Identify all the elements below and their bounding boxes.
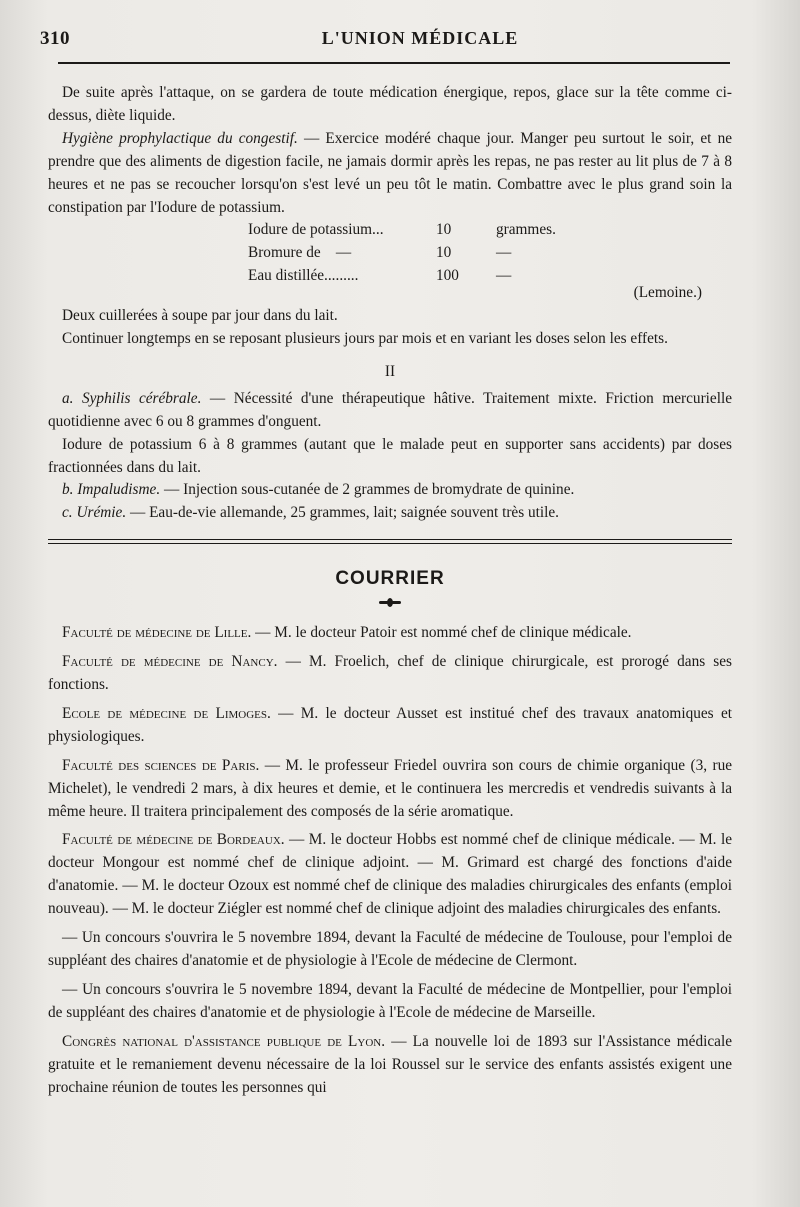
item-text: — M. Froelich, chef de clinique chirurgicale, est prorogé dans ses fonctions. (48, 653, 732, 694)
paragraph-syphilis (48, 388, 732, 434)
courrier-item-bordeaux (48, 829, 732, 921)
hygiene-text: — Exercice modéré chaque jour. Manger peu surtout le soir, et ne prendre que des aliments de digestion facile, ne jamais dormir après les repas, ne pas rester au lit plus de 7 à 8 heures et ne pas se recoucher lorsqu'on s'est levé un peu tôt le matin. Combattre avec le plus grand soin la constipation par l'Iodure de potassium. (48, 129, 733, 216)
courrier-item-paris (48, 755, 732, 824)
paragraph-impaludisme (48, 479, 732, 502)
formula-ingredient: Eau distillée......... (248, 267, 359, 285)
institution-name: Faculté de médecine de Nancy. (62, 653, 278, 671)
hygiene-label: Hygiène prophylactique du congestif. (62, 129, 298, 147)
formula-row (248, 242, 668, 265)
paragraph-uremie (48, 502, 732, 525)
paragraph-attack: De suite après l'attaque, on se gardera de toute médication énergique, repos, glace sur la tête comme ci-dessus, diète liquide. (48, 84, 732, 124)
item-text: — La nouvelle loi de 1893 sur l'Assistance médicale gratuite et le remaniement devenu nécessaire de la loi Roussel sur le service des enfants assistés exigent une prochaine réunion de toutes les personnes qui (48, 1032, 732, 1096)
formula-quantity: 10 (436, 244, 452, 262)
page-number: 310 (40, 28, 70, 49)
syphilis-label: a. Syphilis cérébrale. (62, 389, 202, 407)
item-text: — M. le professeur Friedel ouvrira son cours de chimie organique (3, rue Michelet), le vendredi 2 mars, à dix heures et demie, et le continuera les mercredis et vendredis suivants à la même heure. Il traitera principalement des composés de la série aromatique. (48, 756, 733, 820)
item-text: — M. le docteur Ausset est institué chef des travaux anatomiques et physiologiques. (48, 704, 732, 745)
page-body (48, 82, 732, 1099)
paragraph-congres-lyon (48, 1031, 732, 1100)
page-header (40, 28, 740, 56)
header-rule (58, 62, 730, 64)
institution-name: Faculté de médecine de Bordeaux. (62, 831, 285, 849)
formula-attribution: (Lemoine.) (633, 284, 702, 302)
paragraph-dosage: Deux cuillerées à soupe par jour dans du lait. (62, 307, 338, 325)
paragraph-concours-montpellier: — Un concours s'ouvrira le 5 novembre 1894, devant la Faculté de médecine de Montpellier, pour l'emploi de suppléant des chaires d'anatomie et de physiologie à l'Ecole de médecine de Marseille. (48, 980, 732, 1021)
formula-ingredient: Iodure de potassium... (248, 221, 384, 239)
syphilis-text: — Nécessité d'une thérapeutique hâtive. Traitement mixte. Friction mercurielle quotidienne avec 6 ou 8 grammes d'onguent. (48, 389, 732, 430)
section-divider (48, 539, 732, 544)
formula-quantity: 100 (436, 267, 459, 285)
paragraph-concours-toulouse: — Un concours s'ouvrira le 5 novembre 1894, devant la Faculté de médecine de Toulouse, pour l'emploi de suppléant des chaires d'anatomie et de physiologie à l'Ecole de médecine de Clermont. (48, 929, 732, 969)
prescription-formula (248, 219, 668, 288)
courrier-item-lille (48, 622, 732, 645)
impaludisme-label: b. Impaludisme. (62, 481, 161, 499)
institution-name: Ecole de médecine de Limoges. (62, 704, 271, 722)
section-numeral: II (384, 362, 396, 380)
item-text: — M. le docteur Patoir est nommé chef de clinique médicale. (251, 624, 632, 642)
formula-unit: — (496, 267, 512, 285)
ornament-icon (379, 598, 401, 606)
item-text: — M. le docteur Hobbs est nommé chef de clinique médicale. — M. le docteur Mongour est nommé chef de clinique adjoint. — M. Grimard est chargé des fonctions d'aide d'anatomie. — M. le docteur Ozoux est nommé chef de clinique des maladies chirurgicales des enfants (emploi nouveau). — M. le docteur Ziégler est nommé chef de clinique adjoint des maladies chirurgicales des enfants. (48, 831, 732, 918)
uremie-text: — Eau-de-vie allemande, 25 grammes, lait; saignée souvent très utile. (126, 504, 559, 522)
formula-unit: grammes. (496, 221, 556, 239)
formula-unit: — (496, 244, 512, 262)
courrier-item-nancy (48, 651, 732, 697)
institution-name: Congrès national d'assistance publique de Lyon. (62, 1032, 386, 1050)
impaludisme-text: — Injection sous-cutanée de 2 grammes de bromydrate de quinine. (160, 481, 575, 499)
institution-name: Faculté de médecine de Lille. (62, 624, 252, 642)
institution-name: Faculté des sciences de Paris. (62, 756, 260, 774)
formula-row (248, 219, 668, 242)
paragraph-iodure: Iodure de potassium 6 à 8 grammes (autant que le malade peut en supporter sans accidents) par doses fractionnées dans du lait. (48, 435, 732, 476)
uremie-label: c. Urémie. (62, 504, 127, 522)
formula-quantity: 10 (436, 221, 452, 239)
running-title: L'UNION MÉDICALE (321, 28, 519, 48)
courrier-title: COURRIER (335, 568, 445, 590)
paragraph-continue: Continuer longtemps en se reposant plusieurs jours par mois et en variant les doses selon les effets. (62, 329, 668, 347)
formula-ingredient: Bromure de — (248, 244, 352, 262)
paragraph-hygiene (48, 128, 732, 220)
courrier-item-limoges (48, 703, 732, 749)
